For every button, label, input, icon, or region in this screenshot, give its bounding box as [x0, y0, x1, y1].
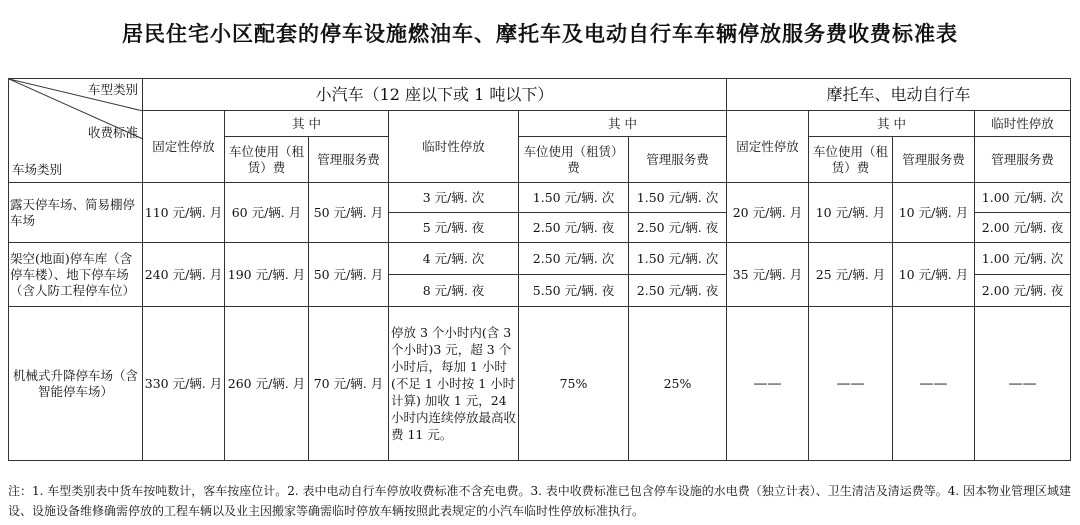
corner-label-lot-type: 车场类别 — [12, 162, 63, 177]
temp-mgmt-fee-cell: 2.50 元/辆. 夜 — [629, 275, 727, 307]
temp-space-fee-cell: 5.50 元/辆. 夜 — [519, 275, 629, 307]
moto-mgmt-fee-cell: —— — [893, 307, 975, 461]
moto-temp-fee-cell: 1.00 元/辆. 次 — [975, 243, 1071, 275]
temp-mgmt-fee-cell: 1.50 元/辆. 次 — [629, 183, 727, 213]
table-row — [9, 307, 1071, 461]
mgmt-fee-cell: 70 元/辆. 月 — [309, 307, 389, 461]
fixed-parking-header: 固定性停放 — [143, 111, 225, 183]
moto-fixed-fee-cell: 35 元/辆. 月 — [727, 243, 809, 307]
moto-fixed-fee-cell: 20 元/辆. 月 — [727, 183, 809, 243]
moto-temp-fee-cell: 2.00 元/辆. 夜 — [975, 213, 1071, 243]
temp-fee-cell: 8 元/辆. 夜 — [389, 275, 519, 307]
temp-fee-cell: 4 元/辆. 次 — [389, 243, 519, 275]
lot-type-cell: 露天停车场、简易棚停车场 — [9, 183, 143, 243]
temp-fee-cell: 3 元/辆. 次 — [389, 183, 519, 213]
moto-temp-fee-cell: —— — [975, 307, 1071, 461]
of-which-header: 其 中 — [519, 111, 727, 137]
moto-temp-fee-cell: 2.00 元/辆. 夜 — [975, 275, 1071, 307]
moto-mgmt-fee-header: 管理服务费 — [893, 137, 975, 183]
temp-mgmt-fee-cell: 2.50 元/辆. 夜 — [629, 213, 727, 243]
moto-space-fee-cell: 25 元/辆. 月 — [809, 243, 893, 307]
mgmt-fee-header: 管理服务费 — [309, 137, 389, 183]
temp-mgmt-share-cell: 25% — [629, 307, 727, 461]
moto-space-fee-cell: —— — [809, 307, 893, 461]
space-fee-cell: 260 元/辆. 月 — [225, 307, 309, 461]
temp-mgmt-fee-cell: 1.50 元/辆. 次 — [629, 243, 727, 275]
of-which-header: 其 中 — [225, 111, 389, 137]
moto-fixed-fee-cell: —— — [727, 307, 809, 461]
moto-fixed-header: 固定性停放 — [727, 111, 809, 183]
footnotes: 注：1. 车型类别表中货车按吨数计，客车按座位计。2. 表中电动自行车停放收费标准不含充电费。3. 表中收费标准已包含停车设施的水电费（独立计表）、卫生清洁及清运费等。4. 因本物业管理区域建设、设施设备维修确需停放的工程车辆以及业主因搬家等确需临时停放车辆按照此表规定的小汽车临时性停放标准执行。 — [8, 484, 1072, 518]
fixed-fee-cell: 240 元/辆. 月 — [143, 243, 225, 307]
temp-space-fee-cell: 2.50 元/辆. 夜 — [519, 213, 629, 243]
temp-parking-header: 临时性停放 — [389, 111, 519, 183]
moto-temp-header: 临时性停放 — [975, 111, 1071, 137]
temp-mgmt-fee-header: 管理服务费 — [629, 137, 727, 183]
table-row — [9, 243, 1071, 275]
fixed-fee-cell: 110 元/辆. 月 — [143, 183, 225, 243]
space-fee-header: 车位使用（租赁）费 — [225, 137, 309, 183]
lot-type-cell: 机械式升降停车场（含智能停车场） — [9, 307, 143, 461]
temp-rule-cell: 停放 3 个小时内(含 3 个小时)3 元，超 3 个小时后，每加 1 小时(不足 1 小时按 1 小时计算) 加收 1 元，24 小时内连续停放最高收费 11 元。 — [389, 307, 519, 461]
fee-table — [8, 78, 1071, 461]
moto-temp-mgmt-header: 管理服务费 — [975, 137, 1071, 183]
mgmt-fee-cell: 50 元/辆. 月 — [309, 183, 389, 243]
space-fee-cell: 60 元/辆. 月 — [225, 183, 309, 243]
moto-space-fee-cell: 10 元/辆. 月 — [809, 183, 893, 243]
space-fee-cell: 190 元/辆. 月 — [225, 243, 309, 307]
corner-header-cell — [9, 79, 143, 183]
lot-type-cell: 架空(地面)停车库（含停车楼）、地下停车场（含人防工程停车位） — [9, 243, 143, 307]
temp-fee-cell: 5 元/辆. 夜 — [389, 213, 519, 243]
car-group-header: 小汽车（12 座以下或 1 吨以下） — [143, 79, 727, 111]
mgmt-fee-cell: 50 元/辆. 月 — [309, 243, 389, 307]
fixed-fee-cell: 330 元/辆. 月 — [143, 307, 225, 461]
temp-space-fee-cell: 2.50 元/辆. 次 — [519, 243, 629, 275]
corner-label-vehicle-type: 车型类别 — [87, 82, 138, 97]
corner-label-fee-standard: 收费标准 — [87, 125, 138, 140]
moto-temp-fee-cell: 1.00 元/辆. 次 — [975, 183, 1071, 213]
of-which-header: 其 中 — [809, 111, 975, 137]
moto-mgmt-fee-cell: 10 元/辆. 月 — [893, 183, 975, 243]
moto-group-header: 摩托车、电动自行车 — [727, 79, 1071, 111]
temp-space-fee-cell: 1.50 元/辆. 次 — [519, 183, 629, 213]
table-row — [9, 183, 1071, 213]
moto-space-fee-header: 车位使用（租赁）费 — [809, 137, 893, 183]
temp-space-share-cell: 75% — [519, 307, 629, 461]
page-title: 居民住宅小区配套的停车设施燃油车、摩托车及电动自行车车辆停放服务费收费标准表 — [122, 22, 958, 46]
temp-space-fee-header: 车位使用（租赁）费 — [519, 137, 629, 183]
moto-mgmt-fee-cell: 10 元/辆. 月 — [893, 243, 975, 307]
